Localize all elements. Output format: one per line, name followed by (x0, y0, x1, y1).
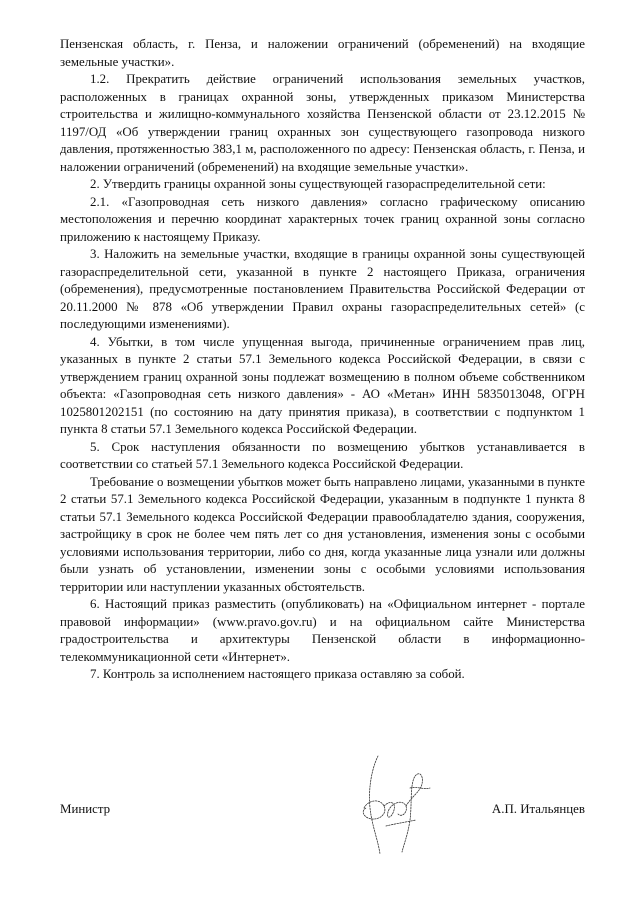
paragraph-compensation-claim: Требование о возмещении убытков может быть направлено лицами, указанными в пункте 2 статьи 57.1 Земельного кодекса Российской Федерации, указанным в подпункте 1 пункта 8 статьи 57.1 Земельного кодекса Российской Федерации правообладателю здания, сооружения, застройщику в срок не более чем пять лет со дня установления, изменения зоны с особыми условиями использования территории, либо со дня, когда указанные лица узнали или должны были узнать об установлении, изменении зоны с особыми условиями использования территории или наступлении указанных обстоятельств. (60, 474, 585, 594)
paragraph-5: 5. Срок наступления обязанности по возмещению убытков устанавливается в соответствии со статьей 57.1 Земельного кодекса Российской Федерации. (60, 439, 585, 471)
paragraph-3: 3. Наложить на земельные участки, входящие в границы охранной зоны существующей газораспределительной сети, указанной в пункте 2 настоящего Приказа, ограничения (обременения), предусмотренные постановлением Правительства Российской Федерации от 20.11.2000 № 878 «Об утверждении Правил охраны газораспределительных сетей» (с последующими изменениями). (60, 247, 585, 331)
paragraph-continuation: Пензенская область, г. Пенза, и наложении ограничений (обременений) на входящие земельные участки». (60, 37, 585, 69)
paragraph-2-1: 2.1. «Газопроводная сеть низкого давления» согласно графическому описанию местоположения и перечню координат характерных точек границ охранной зоны согласно приложению к настоящему Приказу. (60, 194, 585, 244)
document-body (60, 36, 585, 684)
signature-row (60, 801, 585, 821)
signer-name: А.П. Итальянцев (491, 802, 585, 816)
paragraph-7: 7. Контроль за исполнением настоящего приказа оставляю за собой. (90, 667, 465, 681)
paragraph-6: 6. Настоящий приказ разместить (опубликовать) на «Официальном интернет - портале правовой информации» (www.pravo.gov.ru) и на официальном сайте Министерства градостроительства и архитектуры Пензенской области в информационно-телекоммуникационной сети «Интернет». (60, 597, 585, 664)
paragraph-4: 4. Убытки, в том числе упущенная выгода, причиненные ограничением прав лиц, указанных в пункте 2 статьи 57.1 Земельного кодекса Российской Федерации, в связи с утверждением границ охранной зоны подлежат возмещению в полном объеме собственником объекта: «Газопроводная сеть низкого давления» - АО «Метан» ИНН 5835013048, ОГРН 1025801202151 (по состоянию на дату принятия приказа), в соответствии с подпунктом 1 пункта 8 статьи 57.1 Земельного кодекса Российской Федерации. (60, 334, 585, 436)
signer-position: Министр (60, 802, 111, 816)
paragraph-1-2: 1.2. Прекратить действие ограничений использования земельных участков, расположенных в границах охранной зоны, утвержденных приказом Министерства строительства и жилищно-коммунального хозяйства Пензенской области от 23.12.2015 № 1197/ОД «Об утверждении границ охранных зон существующего газопровода низкого давления, протяженностью 383,1 м, расположенного по адресу: Пензенская область, г. Пенза, и наложении ограничений (обременений) на входящие земельные участки». (60, 72, 585, 174)
paragraph-2: 2. Утвердить границы охранной зоны существующей газораспределительной сети: (90, 177, 546, 191)
